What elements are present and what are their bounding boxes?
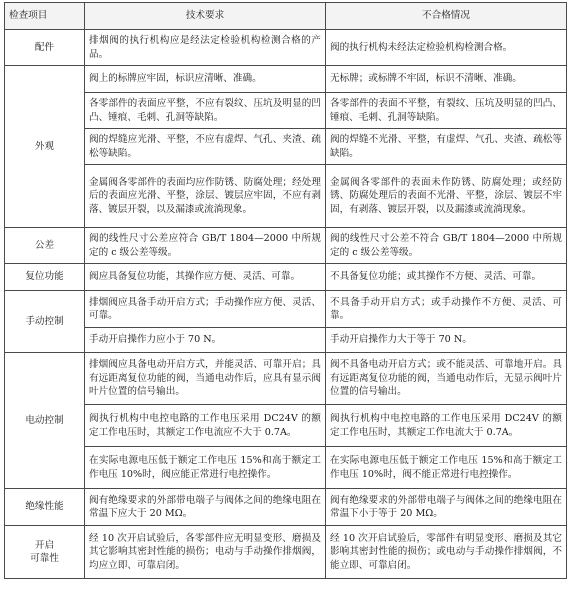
- table-row: [5, 228, 567, 264]
- row-requirement: 排烟阀的执行机构应是经法定检验机构检测合格的产品。: [85, 30, 326, 66]
- row-requirement: 阀的线性尺寸公差应符合 GB/T 1804—2000 中所规定的 c 级公差等级。: [85, 228, 326, 264]
- row-requirement: 阀应具备复位功能，其操作应方便、灵活、可靠。: [85, 264, 326, 291]
- row-requirement: 手动开启操作力应小于 70 N。: [85, 328, 326, 353]
- table-header-row: [5, 3, 567, 30]
- table-row: [5, 405, 567, 447]
- header-technical-requirement: 技术要求: [85, 3, 326, 30]
- row-nonconformity: 阀执行机构中电控电路的工作电压采用 DC24V 的额定工作电压时，其额定工作电流大于 0.7A。: [326, 405, 567, 447]
- row-nonconformity: 手动开启操作力大于等于 70 N。: [326, 328, 567, 353]
- header-nonconformity: 不合格情况: [326, 3, 567, 30]
- row-requirement: 阀的焊缝应光滑、平整，不应有虚焊、气孔、夹渣、疏松等缺陷。: [85, 129, 326, 165]
- row-category: 公差: [5, 228, 85, 264]
- row-category: 复位功能: [5, 264, 85, 291]
- row-nonconformity: 阀的焊缝不光滑、平整，有虚焊、气孔、夹渣、疏松等缺陷。: [326, 129, 567, 165]
- table-row: [5, 447, 567, 489]
- row-requirement: 阀执行机构中电控电路的工作电压采用 DC24V 的额定工作电压时，其额定工作电流应不大于 0.7A。: [85, 405, 326, 447]
- row-nonconformity: 无标牌；或标牌不牢固，标识不清晰、准确。: [326, 66, 567, 93]
- row-nonconformity: 阀的线性尺寸公差不符合 GB/T 1804—2000 中所规定的 c 级公差等级。: [326, 228, 567, 264]
- row-nonconformity: 各零部件的表面不平整，有裂纹、压坑及明显的凹凸、锤痕、毛刺、孔洞等缺陷。: [326, 93, 567, 129]
- row-category: 配件: [5, 30, 85, 66]
- table-row: [5, 165, 567, 228]
- row-requirement: 各零部件的表面应平整，不应有裂纹、压坑及明显的凹凸、锤痕、毛刺、孔洞等缺陷。: [85, 93, 326, 129]
- header-inspection-item: 检查项目: [5, 3, 85, 30]
- table-row: [5, 353, 567, 405]
- row-requirement: 阀上的标牌应牢固，标识应清晰、准确。: [85, 66, 326, 93]
- row-nonconformity: 不具备手动开启方式；或手动操作不方便、灵活、可靠。: [326, 291, 567, 328]
- row-requirement: 在实际电源电压低于额定工作电压 15%和高于额定工作电压 10%时，阀应能正常进行电控操作。: [85, 447, 326, 489]
- row-requirement: 阀有绝缘要求的外部带电端子与阀体之间的绝缘电阻在常温下应大于 20 MΩ。: [85, 489, 326, 526]
- row-requirement: 排烟阀应具备手动开启方式；手动操作应方便、灵活、可靠。: [85, 291, 326, 328]
- row-category: 手动控制: [5, 291, 85, 353]
- table-row: [5, 489, 567, 526]
- row-category: 外观: [5, 66, 85, 228]
- row-category: 绝缘性能: [5, 489, 85, 526]
- row-requirement: 排烟阀应具备电动开启方式，并能灵活、可靠开启；具有远距离复位功能的阀，当通电动作后，应具有显示阀叶片位置的信号输出。: [85, 353, 326, 405]
- table-row: [5, 526, 567, 579]
- row-nonconformity: 阀不具备电动开启方式；或不能灵活、可靠地开启。具有远距离复位功能的阀，当通电动作后，无显示阀叶片位置的信号输出。: [326, 353, 567, 405]
- row-requirement: 经 10 次开启试验后，各零部件应无明显变形、磨损及其它影响其密封性能的损伤；电动与手动操作排烟阀，均应立即、可靠启闭。: [85, 526, 326, 579]
- row-nonconformity: 阀的执行机构未经法定检验机构检测合格。: [326, 30, 567, 66]
- row-nonconformity: 阀有绝缘要求的外部带电端子与阀体之间的绝缘电阻在常温下小于等于 20 MΩ。: [326, 489, 567, 526]
- table-row: [5, 291, 567, 328]
- table-row: [5, 129, 567, 165]
- row-nonconformity: 在实际电源电压低于额定工作电压 15%和高于额定工作电压 10%时，阀不能正常进行电控操作。: [326, 447, 567, 489]
- inspection-table: [4, 2, 567, 579]
- inspection-standard-table-sheet: [4, 2, 566, 579]
- row-nonconformity: 经 10 次开启试验后，零部件有明显变形、磨损及其它影响其密封性能的损伤；或电动与手动操作排烟阀，不能立即、可靠启闭。: [326, 526, 567, 579]
- row-nonconformity: 不具备复位功能；或其操作不方便、灵活、可靠。: [326, 264, 567, 291]
- row-category: 电动控制: [5, 353, 85, 489]
- row-category: 开启 可靠性: [5, 526, 85, 579]
- table-row: [5, 30, 567, 66]
- table-row: [5, 264, 567, 291]
- table-row: [5, 66, 567, 93]
- row-nonconformity: 金属阀各零部件的表面未作防锈、防腐处理；或经防锈、防腐处理后的表面不光滑、平整，涂层、镀层不牢固，有剥落、镀层开裂，以及漏漆或流淌现象。: [326, 165, 567, 228]
- table-row: [5, 328, 567, 353]
- table-row: [5, 93, 567, 129]
- row-requirement: 金属阀各零部件的表面均应作防锈、防腐处理；经处理后的表面应光滑、平整，涂层、镀层应牢固，不应有剥落、镀层开裂，以及漏漆或流淌现象。: [85, 165, 326, 228]
- table-body: [5, 30, 567, 579]
